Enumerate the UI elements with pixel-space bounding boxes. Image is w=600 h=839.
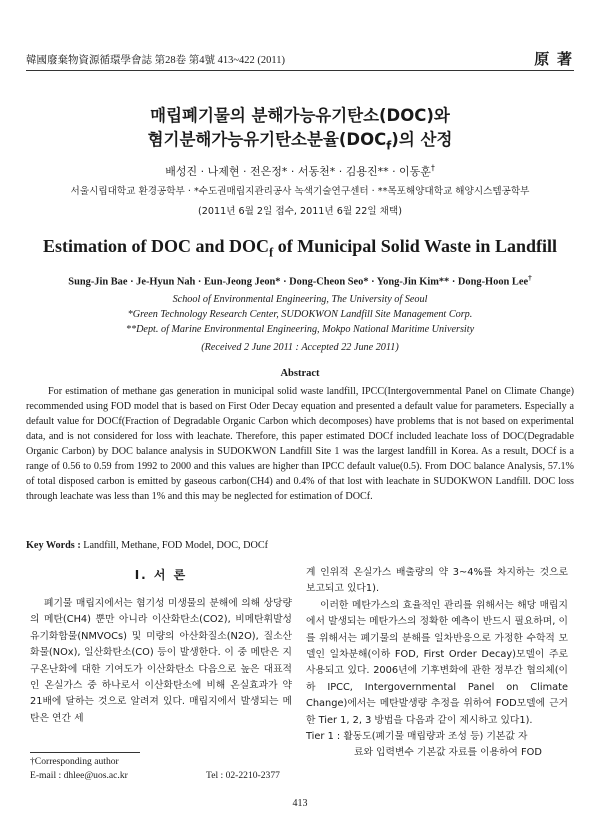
- footnote-corresponding: †Corresponding author: [30, 756, 119, 767]
- keywords-label: Key Words :: [26, 540, 81, 551]
- footnote-tel: Tel : 02-2210-2377: [206, 770, 280, 781]
- english-authors: Sung-Jin Bae · Je-Hyun Nah · Eun-Jeong Jeon* · Dong-Cheon Seo* · Yong-Jin Kim** · Dong-Hoon Lee†: [68, 274, 532, 288]
- left-column: [30, 596, 292, 727]
- intro-paragraph-2: 이러한 메탄가스의 효율적인 관리를 위해서는 해당 매립지에서 발생되는 메탄가스의 정확한 예측이 반드시 필요하며, 이를 위해서는 폐기물의 분해를 일차반응으로 가정한 수학적 모델인 일차분해(이하 FOD, First Order Decay)모델이 주로 사용되고 있다. 2006년에 기후변화에 관한 정부간 협의체(이하 IPCC, Intergovernmental Panel on Climate Change)에서는 메탄발생량 추정을 위하여 FOD모델에 근거한 Tier 1, 2, 3 방법을 다음과 같이 제시하고 있다1).: [306, 599, 568, 726]
- footnote-rule: [30, 752, 140, 753]
- abstract-text: For estimation of methane gas generation in municipal solid waste landfill, IPCC(Intergovernmental Panel on Climate Change) recommended using FOD model that is based on First Oder Decay equation and presented a default value for parameters. Especially a default value for DOCf(Fraction of Degradable Organic Carbon which decomposes) have problems that is not based on experimental data, and is not considered for loss with leachate. Therefore, this paper estimated DOCf included leachate loss of DOC(Degradable Organic Carbon) by DOC balance analysis in SUDOKWON Landfill Site 1 was the largest landfill in Korea. As a result, DOCf is a range of 0.56 to 0.59 from 1992 to 2000 and this values are higher than IPCC default value(0.5). From DOC balance Analysis, 57.1% of total disposed carbon is emitted by gaseous carbon(CH4) and 0.4% of that lost with leachate in SUDOKWON Landfill. DOC loss through leachate was less than 1% and this may be neglected for estimation of DOCf.: [26, 386, 574, 502]
- intro-paragraph-1: 폐기물 매립지에서는 혐기성 미생물의 분해에 의해 상당량의 메탄(CH4) 뿐만 아니라 이산화탄소(CO2), 비메탄휘발성유기화합물(NMVOCs) 및 미량의 아산화질소(N2O), 질소산화물(NOx), 일산화탄소(CO) 등이 발생한다. 이 중 메탄은 지구온난화에 대한 기여도가 이산화탄소 다음으로 높은 대표적인 온실가스 중 하나로서 이산화탄소에 비해 온실효과가 약 21배에 달하는 것으로 알려져 있다. 매립지에서 발생되는 메탄은 연간 세: [30, 598, 292, 724]
- korean-title-line1: 매립폐기물의 분해가능유기탄소(DOC)와: [150, 106, 450, 125]
- affiliation-3: **Dept. of Marine Environmental Engineering, Mokpo National Maritime University: [125, 324, 475, 335]
- english-affiliations: [0, 292, 600, 337]
- keywords: [26, 540, 268, 551]
- english-received: (Received 2 June 2011 : Accepted 22 June 2011): [201, 342, 399, 353]
- tier1-line-cont: 료와 입력변수 기본값 자료를 이용하여 FOD: [354, 747, 542, 759]
- right-column: [306, 565, 568, 762]
- abstract-body: [26, 384, 574, 504]
- intro-paragraph-1-cont: 계 인위적 온실가스 배출량의 약 3~4%를 차지하는 것으로 보고되고 있다1).: [306, 567, 568, 595]
- keywords-text: Landfill, Methane, FOD Model, DOC, DOCf: [83, 540, 269, 551]
- page-number: 413: [292, 798, 308, 809]
- journal-header: 韓國廢棄物資源循環學會誌 第28卷 第4號 413~422 (2011): [26, 55, 286, 66]
- korean-title-line2: 혐기분해가능유기탄소분율$(DOC_f)$의 산정: [147, 130, 453, 153]
- korean-affiliation: 서울시립대학교 환경공학부 · *수도권매립지관리공사 녹색기술연구센터 · **목포해양대학교 해양시스템공학부: [70, 186, 530, 197]
- tier1-line: Tier 1 : 활동도(폐기물 매립량과 조성 등) 기본값 자: [306, 731, 528, 743]
- abstract-heading: Abstract: [280, 368, 320, 379]
- affiliation-2: *Green Technology Research Center, SUDOKWON Landfill Site Management Corp.: [127, 309, 473, 320]
- article-type-tag: 原 著: [534, 52, 574, 68]
- korean-received: (2011년 6월 2일 접수, 2011년 6월 22일 채택): [198, 206, 402, 217]
- affiliation-1: School of Environmental Engineering, The University of Seoul: [172, 294, 428, 305]
- korean-title: [0, 104, 600, 157]
- korean-authors: 배성진 · 나제현 · 전은정* · 서동천* · 김용진** · 이동훈†: [165, 163, 435, 178]
- english-title: Estimation of DOC and $DOC_f$ of Municipal Solid Waste in Landfill: [43, 236, 557, 260]
- header-rule: [26, 70, 574, 71]
- section-heading: I. 서 론: [134, 568, 188, 582]
- footnote-email: E-mail : dhlee@uos.ac.kr: [30, 770, 128, 781]
